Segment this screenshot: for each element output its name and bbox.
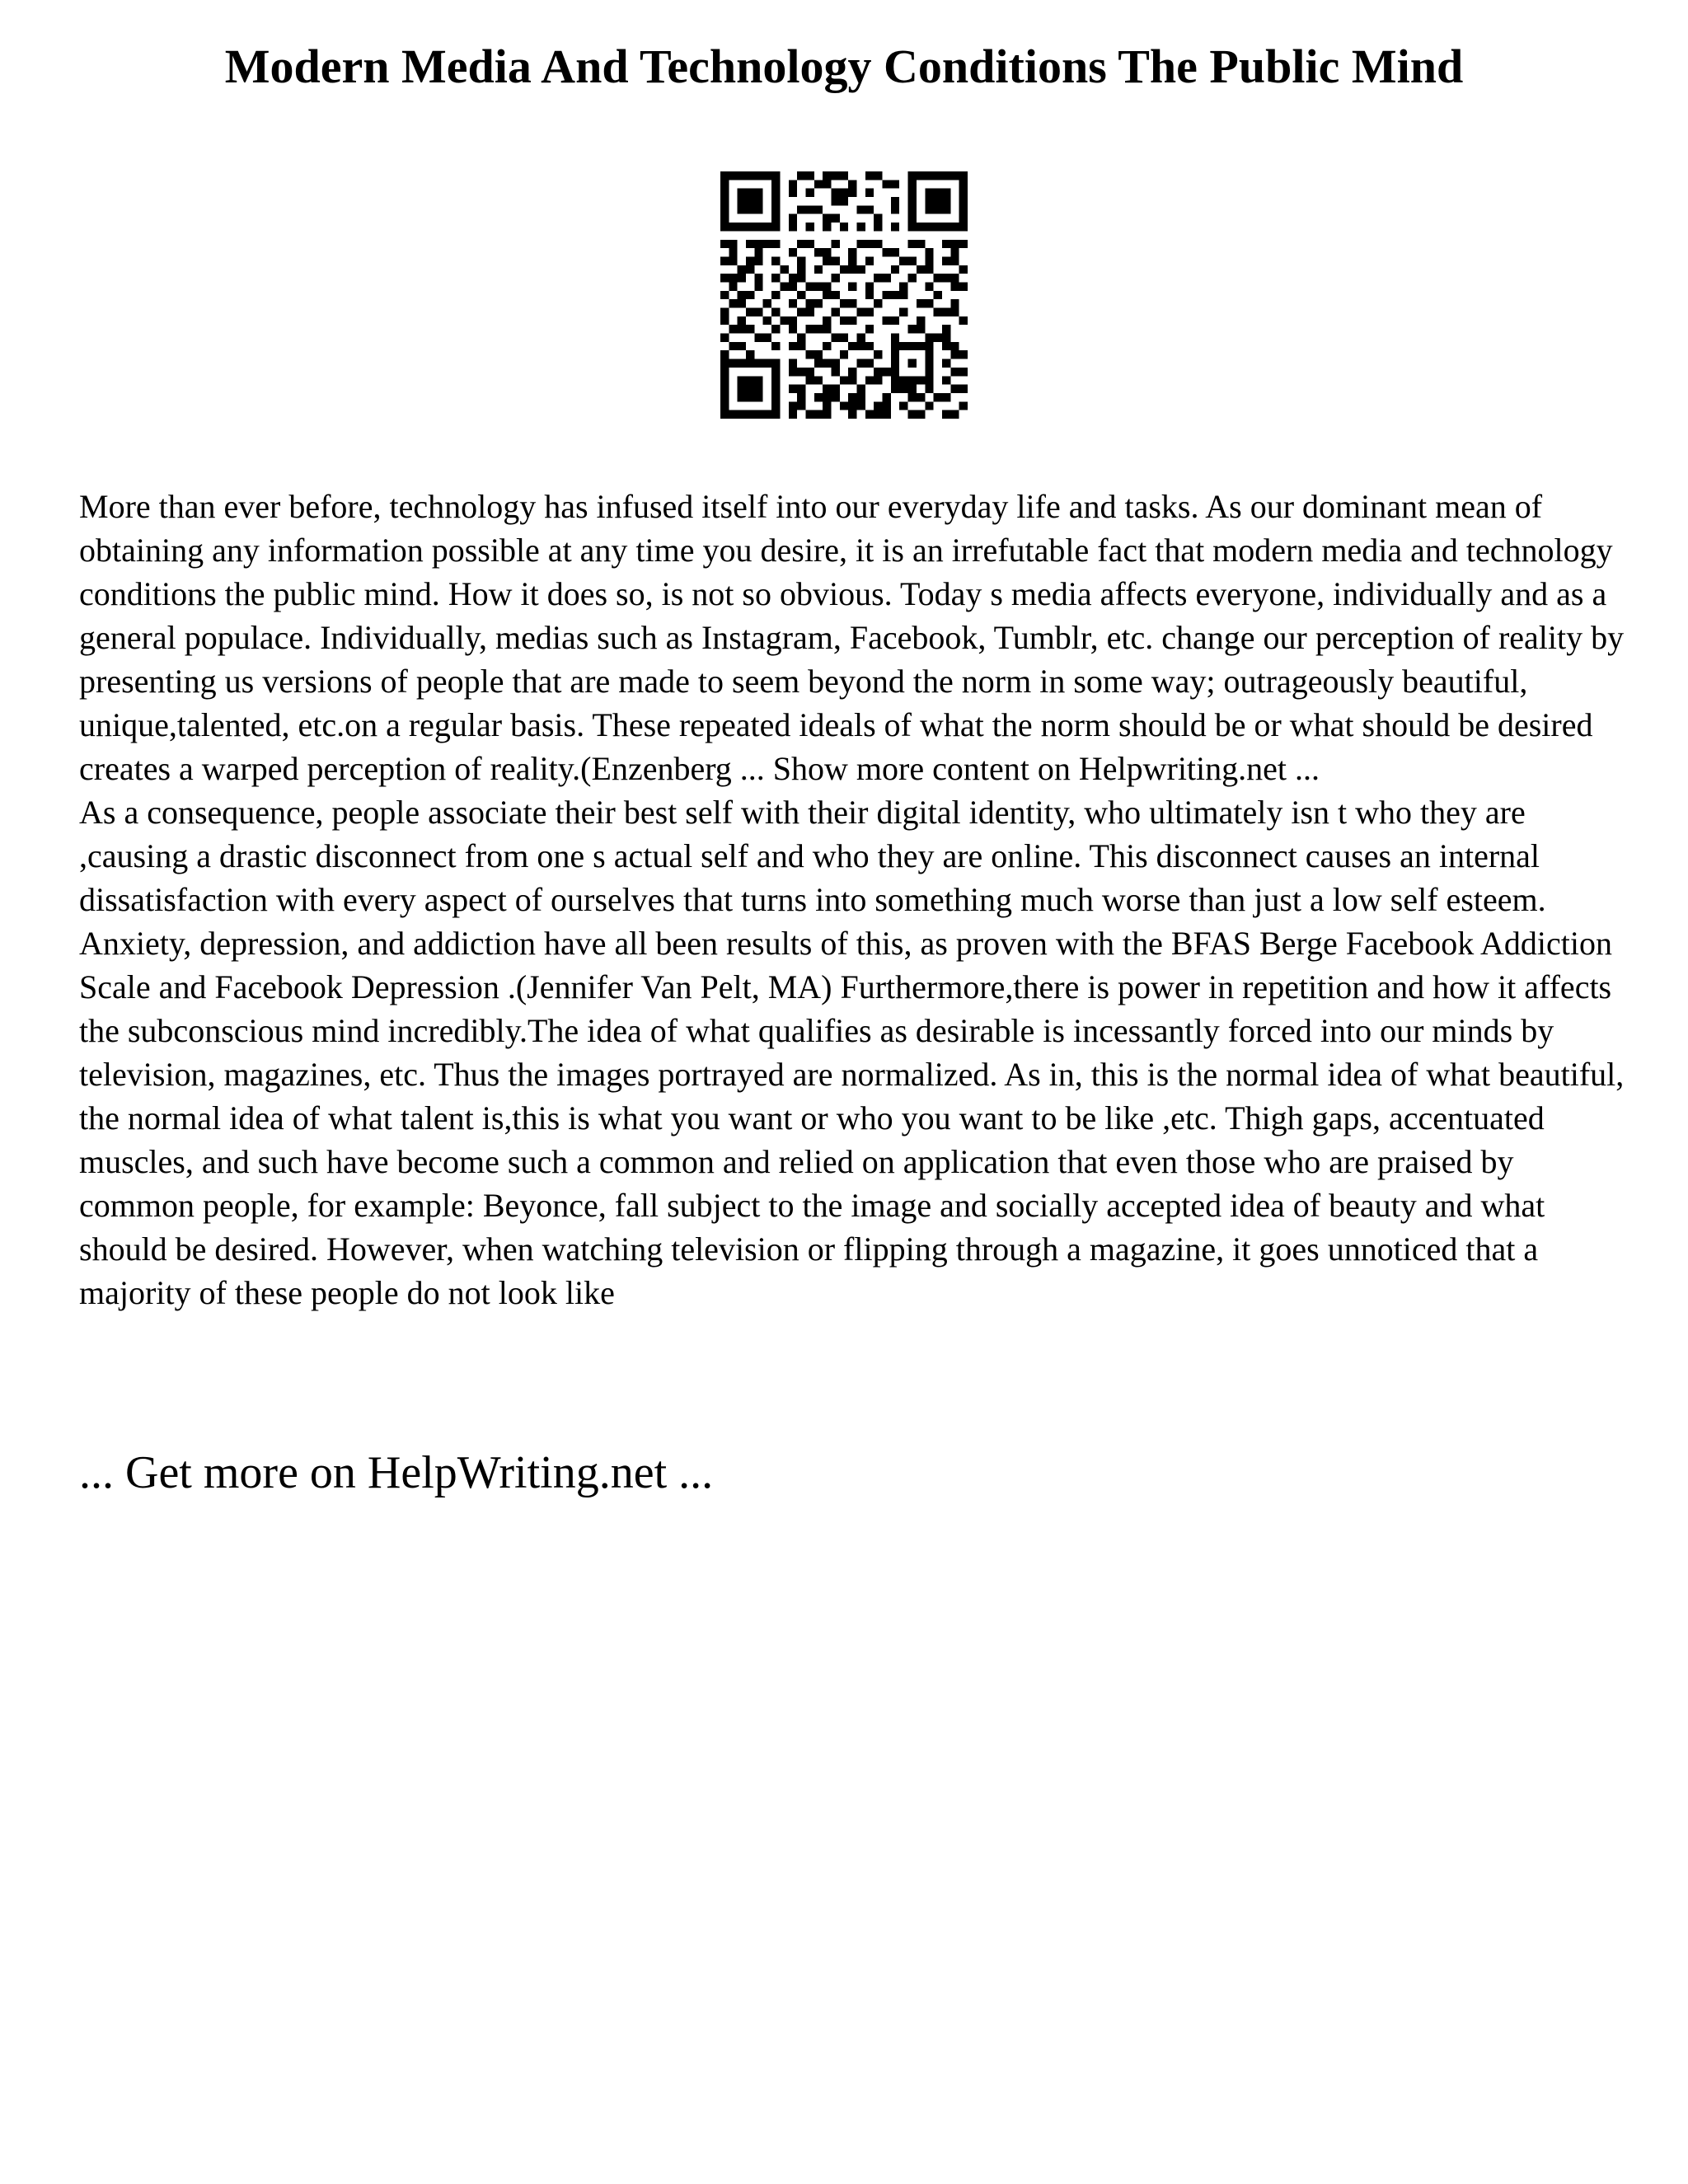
article-body xyxy=(79,485,1629,1315)
paragraph-1: More than ever before, technology has infused itself into our everyday life and tasks. As our dominant mean of obtaining any information possible at any time you desire, it is an irrefutable fact that modern media and technology conditions the public mind. How it does so, is not so obvious. Today s media affects everyone, individually and as a general populace. Individually, medias such as Instagram, Facebook, Tumblr, etc. change our perception of reality by presenting us versions of people that are made to seem beyond the norm in some way; outrageously beautiful, unique,talented, etc.on a regular basis. These repeated ideals of what the norm should be or what should be desired creates a warped perception of reality.(Enzenberg ... Show more content on Helpwriting.net ... xyxy=(79,488,1625,787)
qr-code-icon xyxy=(720,171,968,419)
qr-code xyxy=(720,171,968,419)
paragraph-2: As a consequence, people associate their best self with their digital identity, who ultimately isn t who they are ,causing a drastic disconnect from one s actual self and who they are online. This disconnect causes an internal dissatisfaction with every aspect of ourselves that turns into something much worse than just a low self esteem. Anxiety, depression, and addiction have all been results of this, as proven with the BFAS Berge Facebook Addiction Scale and Facebook Depression .(Jennifer Van Pelt, MA) Furthermore,there is power in repetition and how it affects the subconscious mind incredibly.The idea of what qualifies as desirable is incessantly forced into our minds by television, magazines, etc. Thus the images portrayed are normalized. As in, this is the normal idea of what beautiful, the normal idea of what talent is,this is what you want or who you want to be like ,etc. Thigh gaps, accentuated muscles, and such have become such a common and relied on application that even those who are praised by common people, for example: Beyonce, fall subject to the image and socially accepted idea of beauty and what should be desired. However, when watching television or flipping through a magazine, it goes unnoticed that a majority of these people do not look like xyxy=(79,794,1625,1311)
get-more-link[interactable]: ... Get more on HelpWriting.net ... xyxy=(79,1447,714,1498)
page-title: Modern Media And Technology Conditions The Public Mind xyxy=(224,40,1464,93)
